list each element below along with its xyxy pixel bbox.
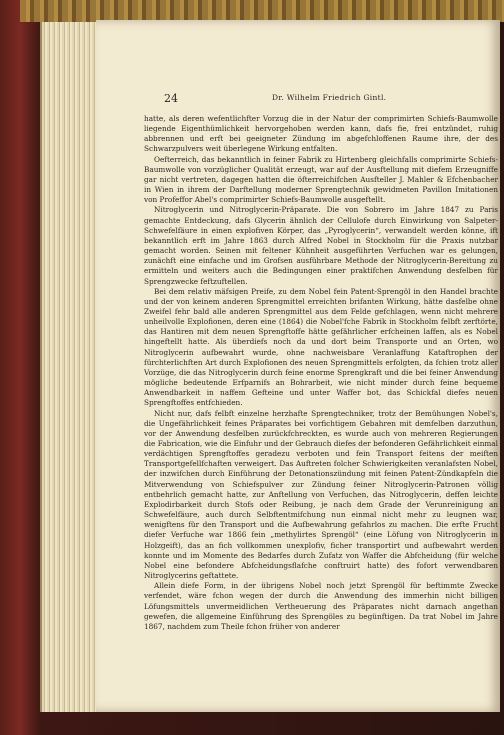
paragraph: Allein diefe Form, in der übrigens Nobel noch jetzt Sprengöl für beftimmte Zwecke verfendet, wäre fchon wegen der durch die Anwendung des immerhin nicht billigen Löfungsmittels unvermeidlichen Vertheuerung des Präparates nicht darnach angethan gewefen, die allgemeine Einführung des Sprengöles zu begünftigen. Da trat Nobel im Jahre 1867, nachdem zum Theile fchon früher von anderer [144, 581, 498, 631]
cover-top-edge [20, 0, 504, 22]
page-number: 24 [164, 92, 178, 105]
book-page [96, 20, 500, 712]
paragraph: Nitroglycerin und Nitroglycerin-Präparate. Die von Sobrero im Jahre 1847 zu Paris gemachte Entdeckung, dafs Glycerin ähnlich der Cellulofe durch Einwirkung von Salpeter-Schwefelfäure in einen explofiven Körper, das „Pyroglycerin“, verwandelt werden könne, ift bekanntlich erft im Jahre 1863 durch Alfred Nobel in Stockholm für die Praxis nutzbar gemacht worden. Seinen mit feltener Kühnheit ausgeführten Verfuchen war es gelungen, zunächft eine einfache und im Grofsen ausführbare Methode der Nitroglycerin-Bereitung zu ermitteln und weiters auch die Bedingungen einer praktifchen Anwendung desfelben für Sprengzwecke feftzuftellen. [144, 205, 498, 286]
running-title: Dr. Wilhelm Friedrich Gintl. [272, 93, 387, 102]
paragraph: hatte, als deren wefentlichfter Vorzug die in der Natur der comprimirten Schiefs-Baumwolle liegende Eigenthümlichkeit hervorgehoben werden kann, dafs fie, frei entzündet, ruhig abbrennen und erft bei geeigneter Zündung im abgefchloffenen Raume ihre, der des Schwarzpulvers weit überlegene Wirkung entfalten. [144, 114, 498, 154]
page-header [164, 92, 494, 106]
paragraph: Bei dem relativ mäfsigen Preife, zu dem Nobel fein Patent-Sprengöl in den Handel brachte und der von keinem anderen Sprengmittel erreichten brifanten Wirkung, hätte dasfelbe ohne Zweifel fehr bald alle anderen Sprengmittel aus dem Felde gefchlagen, wenn nicht mehrere unheilvolle Explofionen, deren eine (1864) die Nobel'fche Fabrik in Stockholm felbft zerftörte, das Hantiren mit dem neuen Sprengftoffe hätte gefährlicher erfcheinen laffen, als es Nobel hingeftellt hatte. Als überdiefs noch da und dort beim Transporte und an Orten, wo Nitroglycerin aufbewahrt wurde, ohne nachweisbare Veranlaffung Kataftrophen der fürchterlichften Art durch Explofionen des neuen Sprengmittels erfolgten, da fchien trotz aller Vorzüge, die das Nitroglycerin durch feine enorme Sprengkraft und die bei feiner Anwendung mögliche bedeutende Erfparnifs an Bohrarbeit, wie nicht minder durch feine bequeme Anwendbarkeit in naffem Gefteine und unter Waffer bot, das Schickfal diefes neuen Sprengftoffes entfchieden. [144, 286, 498, 408]
page-body [144, 114, 498, 632]
paragraph: Oefterreich, das bekanntlich in feiner Fabrik zu Hirtenberg gleichfalls comprimirte Schiefs-Baumwolle von vorzüglicher Qualität erzeugt, war auf der Ausftellung mit diefem Erzeugniffe gar nicht vertreten, dagegen hatten die öfterreichifchen Ausfteller J. Mahler & Efchenbacher in Wien in ihrem der Darftellung moderner Sprengtechnik gewidmeten Pavillon Imitationen von Profeffor Abel's comprimirter Schiefs-Baumwolle ausgeftellt. [144, 154, 498, 205]
paragraph: Nicht nur, dafs felbft einzelne herzhafte Sprengtechniker, trotz der Bemühungen Nobel's, die Ungefährlichkeit feines Präparates bei vorfichtigem Gebahren mit demfelben darzuthun, vor der Anwendung desfelben zurückfchreckten, es wurde auch von mehreren Regierungen die Fabrication, wie die Einfuhr und der Gebrauch diefes der befonderen Gefährlichkeit einmal verdächtigen Sprengftoffes geradezu verboten und fein Transport feitens der meiften Transportgefellfchaften verweigert. Das Auftreten folcher Schwierigkeiten veranlafsten Nobel, der inzwifchen durch Einführung der Detonationszündung mit feinen Patent-Zündkapfeln die Mitverwendung von Schiefspulver zur Zündung feiner Nitroglycerin-Patronen völlig entbehrlich gemacht hatte, zur Anftellung von Verfuchen, das Nitroglycerin, deffen leichte Explodirbarkeit durch Stofs oder Reibung, je nach dem Grade der Verunreinigung an Schwefelfäure, auch durch Selbftentmifchung nun einmal nicht mehr zu leugnen war, wenigftens für den Transport und die Aufbewahrung gefahrlos zu machen. Die erfte Frucht diefer Verfuche war 1866 fein „methylirtes Sprengöl“ (eine Löfung von Nitroglycerin in Holzgeift), das an fich vollkommen unexplofiv, ficher transportirt und aufbewahrt werden konnte und im Momente des Bedarfes durch Zufatz von Waffer die Abfcheidung (für welche Nobel eine befondere Abfcheidungsflafche conftruirt hatte) des fofort verwendbaren Nitroglycerins geftattete. [144, 408, 498, 581]
